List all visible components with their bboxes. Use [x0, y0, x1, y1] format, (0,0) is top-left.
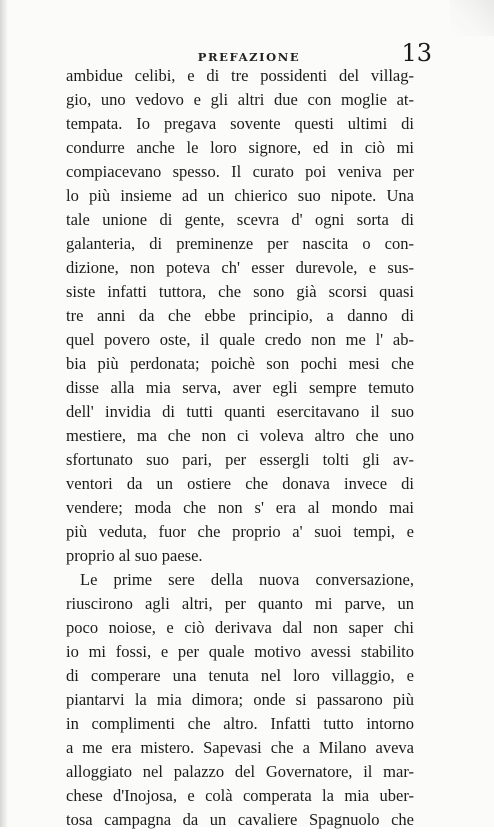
text-line: sfortunato suo pari, per essergli tolti gli av- — [66, 450, 414, 469]
text-line: condurre anche le loro signore, ed in ciò mi — [66, 138, 414, 157]
text-line: Le prime sere della nuova conversazione, — [80, 570, 414, 589]
text-line: più veduta, fuor che proprio a' suoi tempi, e — [66, 522, 414, 541]
text-line: quel povero oste, il quale credo non me l' ab- — [66, 330, 414, 349]
text-line: compiacevano spesso. Il curato poi veniva per — [66, 162, 414, 181]
text-line: siste infatti tuttora, che sono già scorsi quasi — [66, 282, 414, 301]
running-title: PREFAZIONE — [197, 50, 301, 64]
text-line: tre anni da che ebbe principio, a danno di — [66, 306, 414, 325]
text-line: piantarvi la mia dimora; onde si passarono più — [66, 690, 414, 709]
text-line: bia più perdonata; poichè son pochi mesi che — [66, 354, 414, 373]
text-line: ventori da un ostiere che donava invece di — [66, 474, 414, 493]
text-line: a me era mistero. Sapevasi che a Milano aveva — [66, 738, 414, 757]
text-line: poco noiose, e ciò derivava dal non saper chi — [66, 618, 414, 637]
text-line: galanteria, di preminenze per nascita o con- — [66, 234, 414, 253]
paragraph-1 — [66, 64, 414, 568]
text-line: tempata. Io pregava sovente questi ultimi di — [66, 114, 414, 133]
text-line: tosa campagna da un cavaliere Spagnuolo che — [66, 810, 414, 829]
text-line: io mi fossi, e per quale motivo avessi stabilito — [66, 642, 414, 661]
page-corner-fold — [450, 0, 494, 36]
text-line: chese d'Inojosa, e colà comperata la mia uber- — [66, 786, 414, 805]
body-text — [66, 64, 414, 832]
text-line: disse alla mia serva, aver egli sempre temuto — [66, 378, 414, 397]
text-line: proprio al suo paese. — [66, 546, 203, 565]
page-gutter-shadow — [0, 0, 8, 827]
text-line: gio, uno vedovo e gli altri due con moglie at- — [66, 90, 414, 109]
text-line: ambidue celibi, e di tre possidenti del villag- — [66, 66, 414, 85]
text-line: dizione, non poteva ch' esser durevole, e sus- — [66, 258, 414, 277]
text-line: riuscirono agli altri, per quanto mi parve, un — [66, 594, 414, 613]
page-number: 13 — [401, 39, 432, 67]
text-line: dell' invidia di tutti quanti esercitavano il suo — [66, 402, 414, 421]
text-line: tale unione di gente, scevra d' ogni sorta di — [66, 210, 414, 229]
text-line: in complimenti che altro. Infatti tutto intorno — [66, 714, 414, 733]
text-line: lo più insieme ad un chierico suo nipote. Una — [66, 186, 414, 205]
paragraph-2 — [66, 568, 414, 832]
text-line: di comperare una tenuta nel loro villaggio, e — [66, 666, 414, 685]
text-line: vendere; moda che non s' era al mondo mai — [66, 498, 414, 517]
text-line: alloggiato nel palazzo del Governatore, il mar- — [66, 762, 414, 781]
text-line: mestiere, ma che non ci voleva altro che uno — [66, 426, 414, 445]
